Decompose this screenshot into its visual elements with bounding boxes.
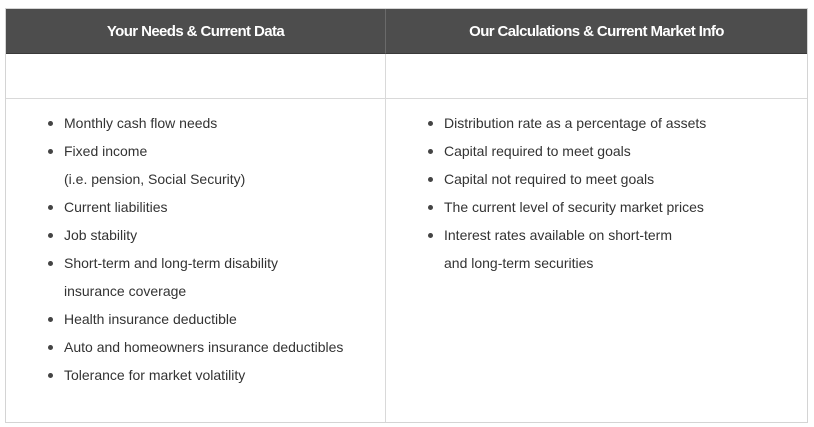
list-item — [64, 305, 385, 333]
list-item-text: Health insurance deductible — [64, 311, 237, 327]
list-item — [64, 137, 385, 193]
calculations-list-cell — [386, 99, 807, 422]
empty-cell-left — [6, 54, 386, 99]
list-item — [64, 333, 385, 361]
comparison-table — [5, 8, 808, 423]
needs-list — [64, 109, 385, 389]
list-item — [64, 193, 385, 221]
list-item — [444, 137, 807, 165]
list-item-text: Fixed income — [64, 143, 148, 159]
empty-cell-right — [386, 54, 807, 99]
list-item — [444, 165, 807, 193]
list-item-text: and long-term securities — [444, 255, 594, 271]
bullet-icon — [428, 177, 433, 182]
list-item — [64, 249, 385, 305]
list-item-text: The current level of security market prices — [444, 199, 704, 215]
list-item-text: Short-term and long-term disability — [64, 255, 278, 271]
list-item-text: Monthly cash flow needs — [64, 115, 218, 131]
list-item — [444, 221, 807, 277]
list-item-text: Tolerance for market volatility — [64, 367, 246, 383]
bullet-icon — [48, 261, 53, 266]
bullet-icon — [48, 373, 53, 378]
list-item-text: Distribution rate as a percentage of assets — [444, 115, 707, 131]
list-item — [64, 109, 385, 137]
bullet-icon — [428, 121, 433, 126]
bullet-icon — [48, 149, 53, 154]
bullet-icon — [428, 205, 433, 210]
bullet-icon — [428, 149, 433, 154]
list-item-text: Auto and homeowners insurance deductibles — [64, 339, 344, 355]
list-item-text: Capital not required to meet goals — [444, 171, 655, 187]
list-item-text: (i.e. pension, Social Security) — [64, 171, 246, 187]
needs-list-cell — [6, 99, 386, 422]
bullet-icon — [48, 345, 53, 350]
bullet-icon — [428, 233, 433, 238]
list-item-text: Capital required to meet goals — [444, 143, 631, 159]
list-item-text: insurance coverage — [64, 283, 187, 299]
bullet-icon — [48, 205, 53, 210]
list-item — [444, 109, 807, 137]
list-item-text: Current liabilities — [64, 199, 168, 215]
list-item — [64, 221, 385, 249]
list-item — [64, 361, 385, 389]
calculations-list — [444, 109, 807, 277]
list-item — [444, 193, 807, 221]
bullet-icon — [48, 317, 53, 322]
list-item-text: Job stability — [64, 227, 138, 243]
header-your-needs: Your Needs & Current Data — [6, 9, 386, 54]
bullet-icon — [48, 233, 53, 238]
list-item-text: Interest rates available on short-term — [444, 227, 672, 243]
header-our-calculations: Our Calculations & Current Market Info — [386, 9, 807, 54]
bullet-icon — [48, 121, 53, 126]
